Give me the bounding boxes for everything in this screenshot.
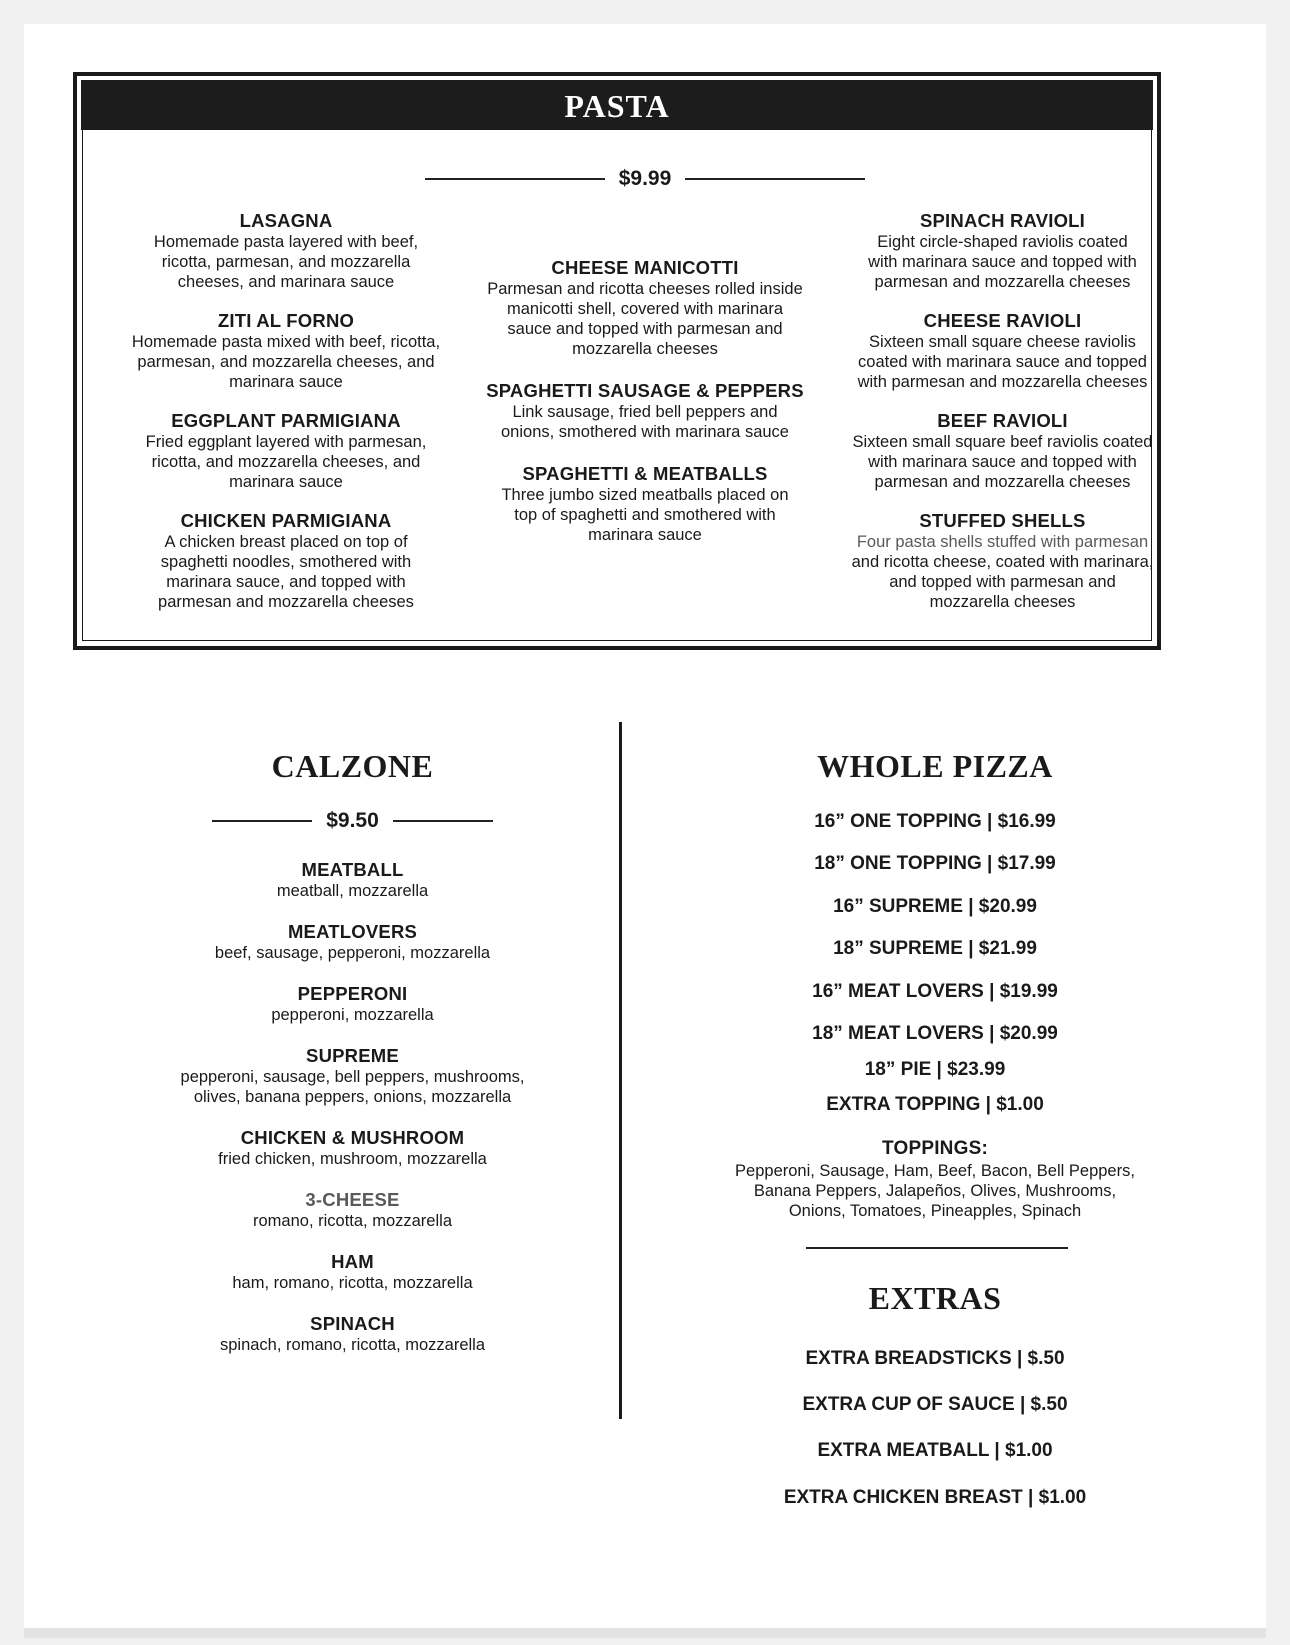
item-description: ricotta, and mozzarella cheeses, and [151, 453, 421, 471]
pasta-price-line [420, 164, 870, 194]
item-name: CHICKEN PARMIGIANA [180, 510, 392, 531]
price-rule-right [685, 178, 865, 180]
extra-price-line: EXTRA MEATBALL | $1.00 [817, 1440, 1053, 1461]
item-name: SPINACH [310, 1313, 395, 1334]
calzone-item [150, 1188, 555, 1231]
menu-item [470, 256, 820, 359]
item-description: Sixteen small square cheese raviolis [869, 333, 1136, 351]
calzone-item [150, 1312, 555, 1355]
toppings-line: Banana Peppers, Jalapeños, Olives, Mushrooms, [753, 1182, 1117, 1200]
vertical-divider [619, 722, 622, 1419]
item-name: PEPPERONI [297, 983, 408, 1004]
item-name: EGGPLANT PARMIGIANA [171, 410, 401, 431]
menu-item [830, 509, 1175, 612]
menu-item [830, 209, 1175, 292]
item-description: and ricotta cheese, coated with marinara, [851, 553, 1154, 571]
calzone-list [150, 858, 555, 1374]
extras-list [720, 1347, 1150, 1532]
item-description: Four pasta shells stuffed with parmesan [856, 533, 1149, 551]
item-description: with marinara sauce and topped with [868, 253, 1137, 271]
calzone-title: CALZONE [271, 748, 434, 784]
item-description: parmesan, and mozzarella cheeses, and [137, 353, 435, 371]
pizza-price-line: 16” ONE TOPPING | $16.99 [814, 811, 1056, 832]
item-description: parmesan and mozzarella cheeses [874, 473, 1131, 491]
item-description: Eight circle-shaped raviolis coated [877, 233, 1128, 251]
item-description: fried chicken, mushroom, mozzarella [218, 1150, 487, 1168]
item-description: Parmesan and ricotta cheeses rolled inside [487, 280, 803, 298]
calzone-price-line [200, 806, 505, 836]
item-name: SUPREME [306, 1045, 399, 1066]
whole-pizza-title: WHOLE PIZZA [817, 748, 1053, 784]
item-description: coated with marinara sauce and topped [858, 353, 1147, 371]
toppings-title: TOPPINGS: [882, 1138, 988, 1159]
calzone-item [150, 1250, 555, 1293]
item-description: mozzarella cheeses [572, 340, 718, 358]
extra-price-line: EXTRA CHICKEN BREAST | $1.00 [783, 1487, 1087, 1508]
item-description: sauce and topped with parmesan and [507, 320, 783, 338]
item-description: meatball, mozzarella [276, 882, 429, 900]
item-description: pepperoni, sausage, bell peppers, mushrooms, olives, banana peppers, onions, mozzarella [180, 1068, 525, 1106]
item-description: top of spaghetti and smothered with [514, 506, 776, 524]
bottom-scroll-edge [24, 1628, 1266, 1638]
item-name: CHEESE RAVIOLI [923, 310, 1082, 331]
calzone-item [150, 920, 555, 963]
pasta-title: PASTA [81, 80, 1153, 130]
pasta-column-right [830, 209, 1175, 629]
pasta-column-center [470, 256, 820, 565]
item-name: STUFFED SHELLS [919, 510, 1086, 531]
menu-item [110, 309, 462, 392]
item-description: parmesan and mozzarella cheeses [874, 273, 1131, 291]
item-description: marinara sauce, and topped with [166, 573, 406, 591]
extra-price-line: EXTRA BREADSTICKS | $.50 [805, 1348, 1065, 1369]
pizza-price-line: 18” PIE | $23.99 [864, 1059, 1006, 1080]
price-rule-right [393, 820, 493, 822]
pasta-price: $9.99 [618, 167, 672, 190]
extras-title: EXTRAS [868, 1280, 1002, 1316]
item-name: CHEESE MANICOTTI [551, 257, 739, 278]
item-description: ricotta, parmesan, and mozzarella [161, 253, 411, 271]
pasta-column-left [110, 209, 462, 629]
calzone-item [150, 858, 555, 901]
item-name: SPAGHETTI & MEATBALLS [522, 463, 768, 484]
toppings-line: Pepperoni, Sausage, Ham, Beef, Bacon, Bell Peppers, [735, 1162, 1135, 1180]
menu-item [110, 209, 462, 292]
item-description: with parmesan and mozzarella cheeses [857, 373, 1148, 391]
item-name: MEATLOVERS [287, 921, 418, 942]
item-description: marinara sauce [588, 526, 702, 544]
item-name: SPINACH RAVIOLI [919, 210, 1086, 231]
item-name: ZITI AL FORNO [217, 310, 355, 331]
item-description: A chicken breast placed on top of [164, 533, 408, 551]
item-name: SPAGHETTI SAUSAGE & PEPPERS [486, 380, 804, 401]
item-name: HAM [331, 1251, 374, 1272]
toppings-line: Onions, Tomatoes, Pineapples, Spinach [788, 1202, 1082, 1220]
calzone-item [150, 982, 555, 1025]
extra-price-line: EXTRA CUP OF SAUCE | $.50 [802, 1394, 1068, 1415]
item-description: Homemade pasta layered with beef, [153, 233, 419, 251]
item-description: marinara sauce [229, 373, 343, 391]
pizza-price-line: EXTRA TOPPING | $1.00 [826, 1094, 1044, 1115]
item-description: with marinara sauce and topped with [868, 453, 1137, 471]
item-description: parmesan and mozzarella cheeses [158, 593, 414, 611]
price-rule-left [212, 820, 312, 822]
menu-item [470, 462, 820, 545]
item-description: manicotti shell, covered with marinara [506, 300, 784, 318]
item-description: spinach, romano, ricotta, mozzarella [219, 1336, 486, 1354]
item-description: mozzarella cheeses [929, 593, 1076, 611]
pizza-price-line: 16” SUPREME | $20.99 [833, 896, 1037, 917]
item-description: pepperoni, mozzarella [271, 1006, 434, 1024]
item-description: Three jumbo sized meatballs placed on [501, 486, 789, 504]
item-description: Link sausage, fried bell peppers and [512, 403, 778, 421]
whole-pizza-list [700, 810, 1170, 1221]
menu-item [830, 309, 1175, 392]
item-description: romano, ricotta, mozzarella [253, 1212, 452, 1230]
menu-item [110, 509, 462, 612]
item-description: beef, sausage, pepperoni, mozzarella [214, 944, 491, 962]
price-rule-left [425, 178, 605, 180]
item-name: CHICKEN & MUSHROOM [240, 1127, 465, 1148]
calzone-price: $9.50 [326, 809, 379, 832]
pizza-price-line: 18” MEAT LOVERS | $20.99 [812, 1023, 1058, 1044]
pizza-price-line: 16” MEAT LOVERS | $19.99 [812, 981, 1058, 1002]
item-description: cheeses, and marinara sauce [177, 273, 395, 291]
item-name: MEATBALL [301, 859, 404, 880]
pizza-price-line: 18” ONE TOPPING | $17.99 [814, 853, 1056, 874]
item-description: onions, smothered with marinara sauce [501, 423, 789, 441]
calzone-item [150, 1044, 555, 1107]
pizza-extras-rule [806, 1247, 1068, 1249]
item-description: spaghetti noodles, smothered with [160, 553, 412, 571]
item-description: ham, romano, ricotta, mozzarella [232, 1274, 473, 1292]
item-name: BEEF RAVIOLI [937, 410, 1068, 431]
item-description: Fried eggplant layered with parmesan, [145, 433, 427, 451]
item-description: marinara sauce [229, 473, 343, 491]
item-name: LASAGNA [239, 210, 333, 231]
item-name: 3-CHEESE [305, 1189, 400, 1210]
item-description: and topped with parmesan and [889, 573, 1116, 591]
menu-item [470, 379, 820, 442]
menu-item [830, 409, 1175, 492]
calzone-item [150, 1126, 555, 1169]
item-description: Homemade pasta mixed with beef, ricotta, [131, 333, 441, 351]
pizza-price-line: 18” SUPREME | $21.99 [833, 938, 1037, 959]
item-description: Sixteen small square beef raviolis coated [852, 433, 1153, 451]
menu-item [110, 409, 462, 492]
